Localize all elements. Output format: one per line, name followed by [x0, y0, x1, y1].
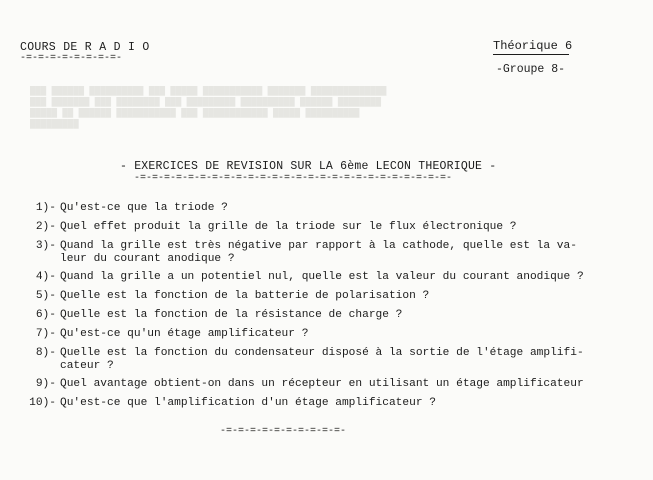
- question-text: Qu'est-ce que la triode ?: [60, 202, 228, 214]
- question-list: [22, 202, 642, 416]
- question-text: Quel effet produit la grille de la triode sur le flux électronique ?: [60, 221, 517, 233]
- question-number: 3)-: [35, 240, 56, 252]
- exercise-title: - EXERCICES DE REVISION SUR LA 6ème LECON THEORIQUE -: [120, 160, 497, 173]
- question-text: Quelle est la fonction du condensateur disposé à la sortie de l'étage amplifi- cateur ?: [60, 347, 584, 372]
- question-item: [22, 290, 642, 303]
- question-item: [22, 240, 642, 266]
- question-text: Quand la grille a un potentiel nul, quelle est la valeur du courant anodique ?: [60, 271, 584, 283]
- bleed-through-text: ███ ██████ ██████████ ███ █████ ███████████ ███████ ██████████████ ███ ███████ ███ ████████ ███ █████████ ██████████ ██████ ████████ █████ ██ ██████ ███████████ ███ ████████████ █████ ██████████ █████████: [30, 86, 387, 129]
- question-item: [22, 271, 642, 284]
- question-number: 2)-: [35, 221, 56, 233]
- exercise-title-block: [120, 160, 497, 184]
- question-number: 8)-: [35, 347, 56, 359]
- question-text: Quand la grille est très négative par rapport à la cathode, quelle est la va- leur du courant anodique ?: [60, 240, 577, 265]
- course-header: [20, 41, 150, 63]
- question-item: [22, 202, 642, 215]
- course-title: COURS DE R A D I O: [20, 41, 150, 54]
- lesson-underline: [493, 54, 569, 55]
- question-number: 6)-: [35, 309, 56, 321]
- question-number: 4)-: [35, 271, 56, 283]
- exercise-title-rule: -=-=-=-=-=-=-=-=-=-=-=-=-=-=-=-=-=-=-=-=-=-=-=-=-=-=-: [134, 173, 453, 184]
- question-item: [22, 309, 642, 322]
- lesson-label: Théorique 6: [493, 39, 573, 53]
- question-text: Quelle est la fonction de la batterie de polarisation ?: [60, 290, 430, 302]
- question-text: Quelle est la fonction de la résistance de charge ?: [60, 309, 403, 321]
- course-title-rule: -=-=-=-=-=-=-=-=-: [20, 53, 123, 64]
- question-item: [22, 347, 642, 373]
- question-number: 10)-: [29, 397, 56, 409]
- closing-rule: -=-=-=-=-=-=-=-=-=-=-: [220, 426, 347, 437]
- question-text: Qu'est-ce qu'un étage amplificateur ?: [60, 328, 309, 340]
- question-number: 9)-: [35, 378, 56, 390]
- question-item: [22, 221, 642, 234]
- lesson-header: [493, 39, 572, 55]
- question-text: Quel avantage obtient-on dans un récepteur en utilisant un étage amplificateur: [60, 378, 584, 390]
- question-item: [22, 378, 642, 391]
- question-number: 5)-: [35, 290, 56, 302]
- question-item: [22, 397, 642, 410]
- group-label: -Groupe 8-: [496, 63, 566, 76]
- question-item: [22, 328, 642, 341]
- question-text: Qu'est-ce que l'amplification d'un étage amplificateur ?: [60, 397, 436, 409]
- question-number: 1)-: [35, 202, 56, 214]
- question-number: 7)-: [35, 328, 56, 340]
